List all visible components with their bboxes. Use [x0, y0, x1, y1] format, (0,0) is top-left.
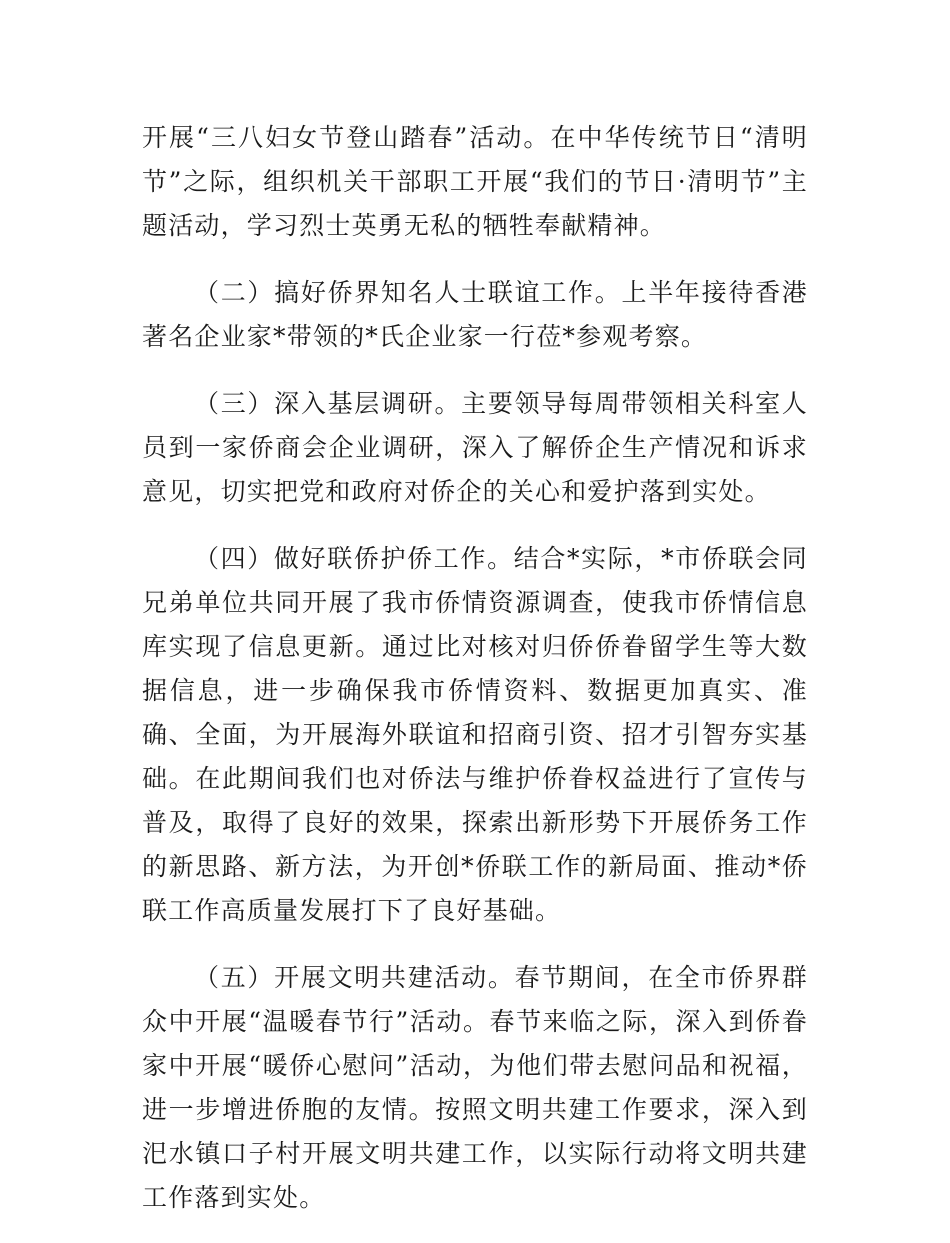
document-body — [142, 116, 808, 1243]
paragraph-section-4-protection: （四）做好联侨护侨工作。结合*实际，*市侨联会同兄弟单位共同开展了我市侨情资源调查，使我市侨情信息库实现了信息更新。通过比对核对归侨侨眷留学生等大数据信息，进一步确保我市侨情资料、数据更加真实、准确、全面，为开展海外联谊和招商引资、招才引智夯实基础。在此期间我们也对侨法与维护侨眷权益进行了宣传与普及，取得了良好的效果，探索出新形势下开展侨务工作的新思路、新方法，为开创*侨联工作的新局面、推动*侨联工作高质量发展打下了良好基础。 — [142, 544, 808, 925]
paragraph-activities-continued: 开展“三八妇女节登山踏春”活动。在中华传统节日“清明节”之际，组织机关干部职工开展“我们的节日·清明节”主题活动，学习烈士英勇无私的牺牲奉献精神。 — [142, 123, 808, 240]
paragraph-section-2-liaison: （二）搞好侨界知名人士联谊工作。上半年接待香港著名企业家*带领的*氏企业家一行莅*参观考察。 — [142, 278, 808, 351]
paragraph-section-3-research: （三）深入基层调研。主要领导每周带领相关科室人员到一家侨商会企业调研，深入了解侨企生产情况和诉求意见，切实把党和政府对侨企的关心和爱护落到实处。 — [142, 389, 808, 506]
paragraph-section-5-civilization: （五）开展文明共建活动。春节期间，在全市侨界群众中开展“温暖春节行”活动。春节来临之际，深入到侨眷家中开展“暖侨心慰问”活动，为他们带去慰问品和祝福，进一步增进侨胞的友情。按照文明共建工作要求，深入到汜水镇口子村开展文明共建工作，以实际行动将文明共建工作落到实处。 — [142, 963, 808, 1212]
